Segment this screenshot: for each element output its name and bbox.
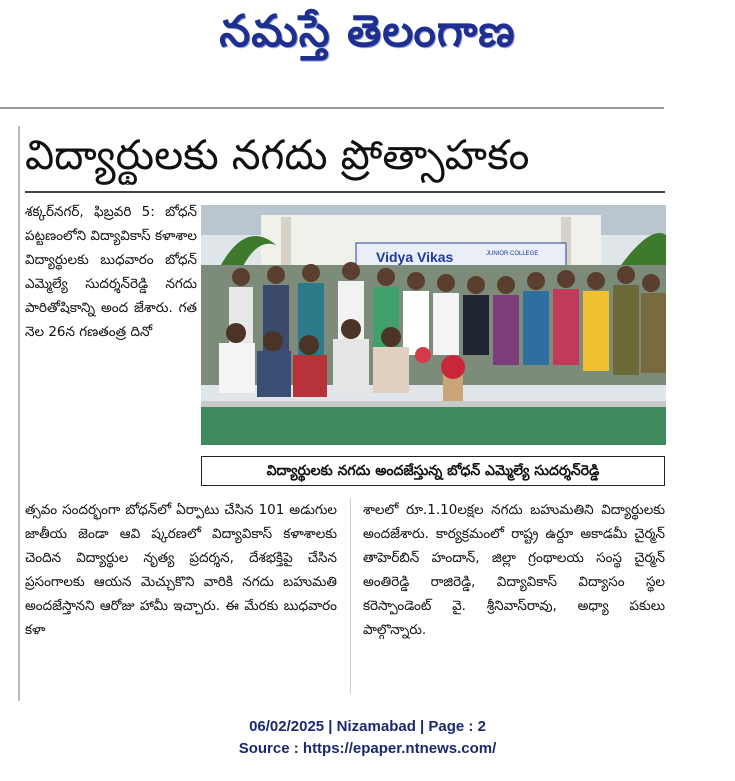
article-paragraph: త్సవం సందర్భంగా బోధన్‌లో ఏర్పాటు చేసిన 101 అడుగుల జాతీయ జెండా ఆవి ష్కరణలో విద్యావికాస్ కళాశాలకు చెందిన విద్యార్థుల నృత్య ప్రదర్శన, దేశభక్తిపై చేసిన ప్రసంగాలకు ఆయన మెచ్చుకొని వారికి నగదు బహుమతి అందజేస్తానని ఆరోజు హామీ ఇచ్చారు. ఈ మేరకు బుధవారం కళా (25, 502, 337, 638)
article-paragraph: శక్కర్‌నగర్, ఫిబ్రవరి 5: బోధన్ పట్టణంలోని విద్యావికాస్ కళాశాల విద్యార్థులకు బుధవారం బోధన్ ఎమ్మెల్యే సుదర్శన్‌రెడ్డి నగదు పారితోషికాన్ని అంద జేశారు. గత నెల 26న గణతంత్ర దినో (25, 204, 197, 340)
photo-caption: విద్యార్థులకు నగదు అందజేస్తున్న బోధన్ ఎమ్మెల్యే సుదర్శన్‌రెడ్డి (201, 456, 665, 486)
newspaper-title: నమస్తే తెలంగాణ (219, 6, 516, 57)
edition-info: 06/02/2025 | Nizamabad | Page : 2 (249, 718, 486, 735)
page-footer (0, 716, 735, 760)
column-divider (350, 498, 351, 694)
article-headline: విద్యార్థులకు నగదు ప్రోత్సాహకం (25, 131, 530, 179)
article-column-2 (25, 498, 337, 642)
group-photo-illustration (201, 205, 666, 445)
masthead (0, 0, 735, 100)
news-photo (201, 205, 666, 445)
article-column-1 (25, 200, 197, 344)
banner-subtext: JUNIOR COLLEGE (486, 251, 539, 257)
article-column-3 (363, 498, 665, 642)
source-link[interactable]: Source : https://epaper.ntnews.com/ (238, 740, 497, 757)
masthead-divider (0, 107, 664, 109)
banner-text: Vidya Vikas (376, 249, 454, 265)
left-margin-rule (18, 126, 20, 701)
headline-divider (25, 191, 665, 193)
article-paragraph: శాలలో రూ.1.10లక్షల నగదు బహుమతిని విద్యార్థులకు అందజేశారు. కార్యక్రమంలో రాష్ట్ర ఉర్దూ అకాడమీ చైర్మన్ తాహెర్‌బిన్ హందాన్, జిల్లా గ్రంథాలయ సంస్థ చైర్మన్ అంతిరెడ్డి రాజిరెడ్డి, విద్యావికాస్ విద్యాసం స్థల కరెస్పాండెంట్ వై. శ్రీనివాస్‌రావు, అధ్యా పకులు పాల్గొన్నారు. (363, 502, 665, 638)
